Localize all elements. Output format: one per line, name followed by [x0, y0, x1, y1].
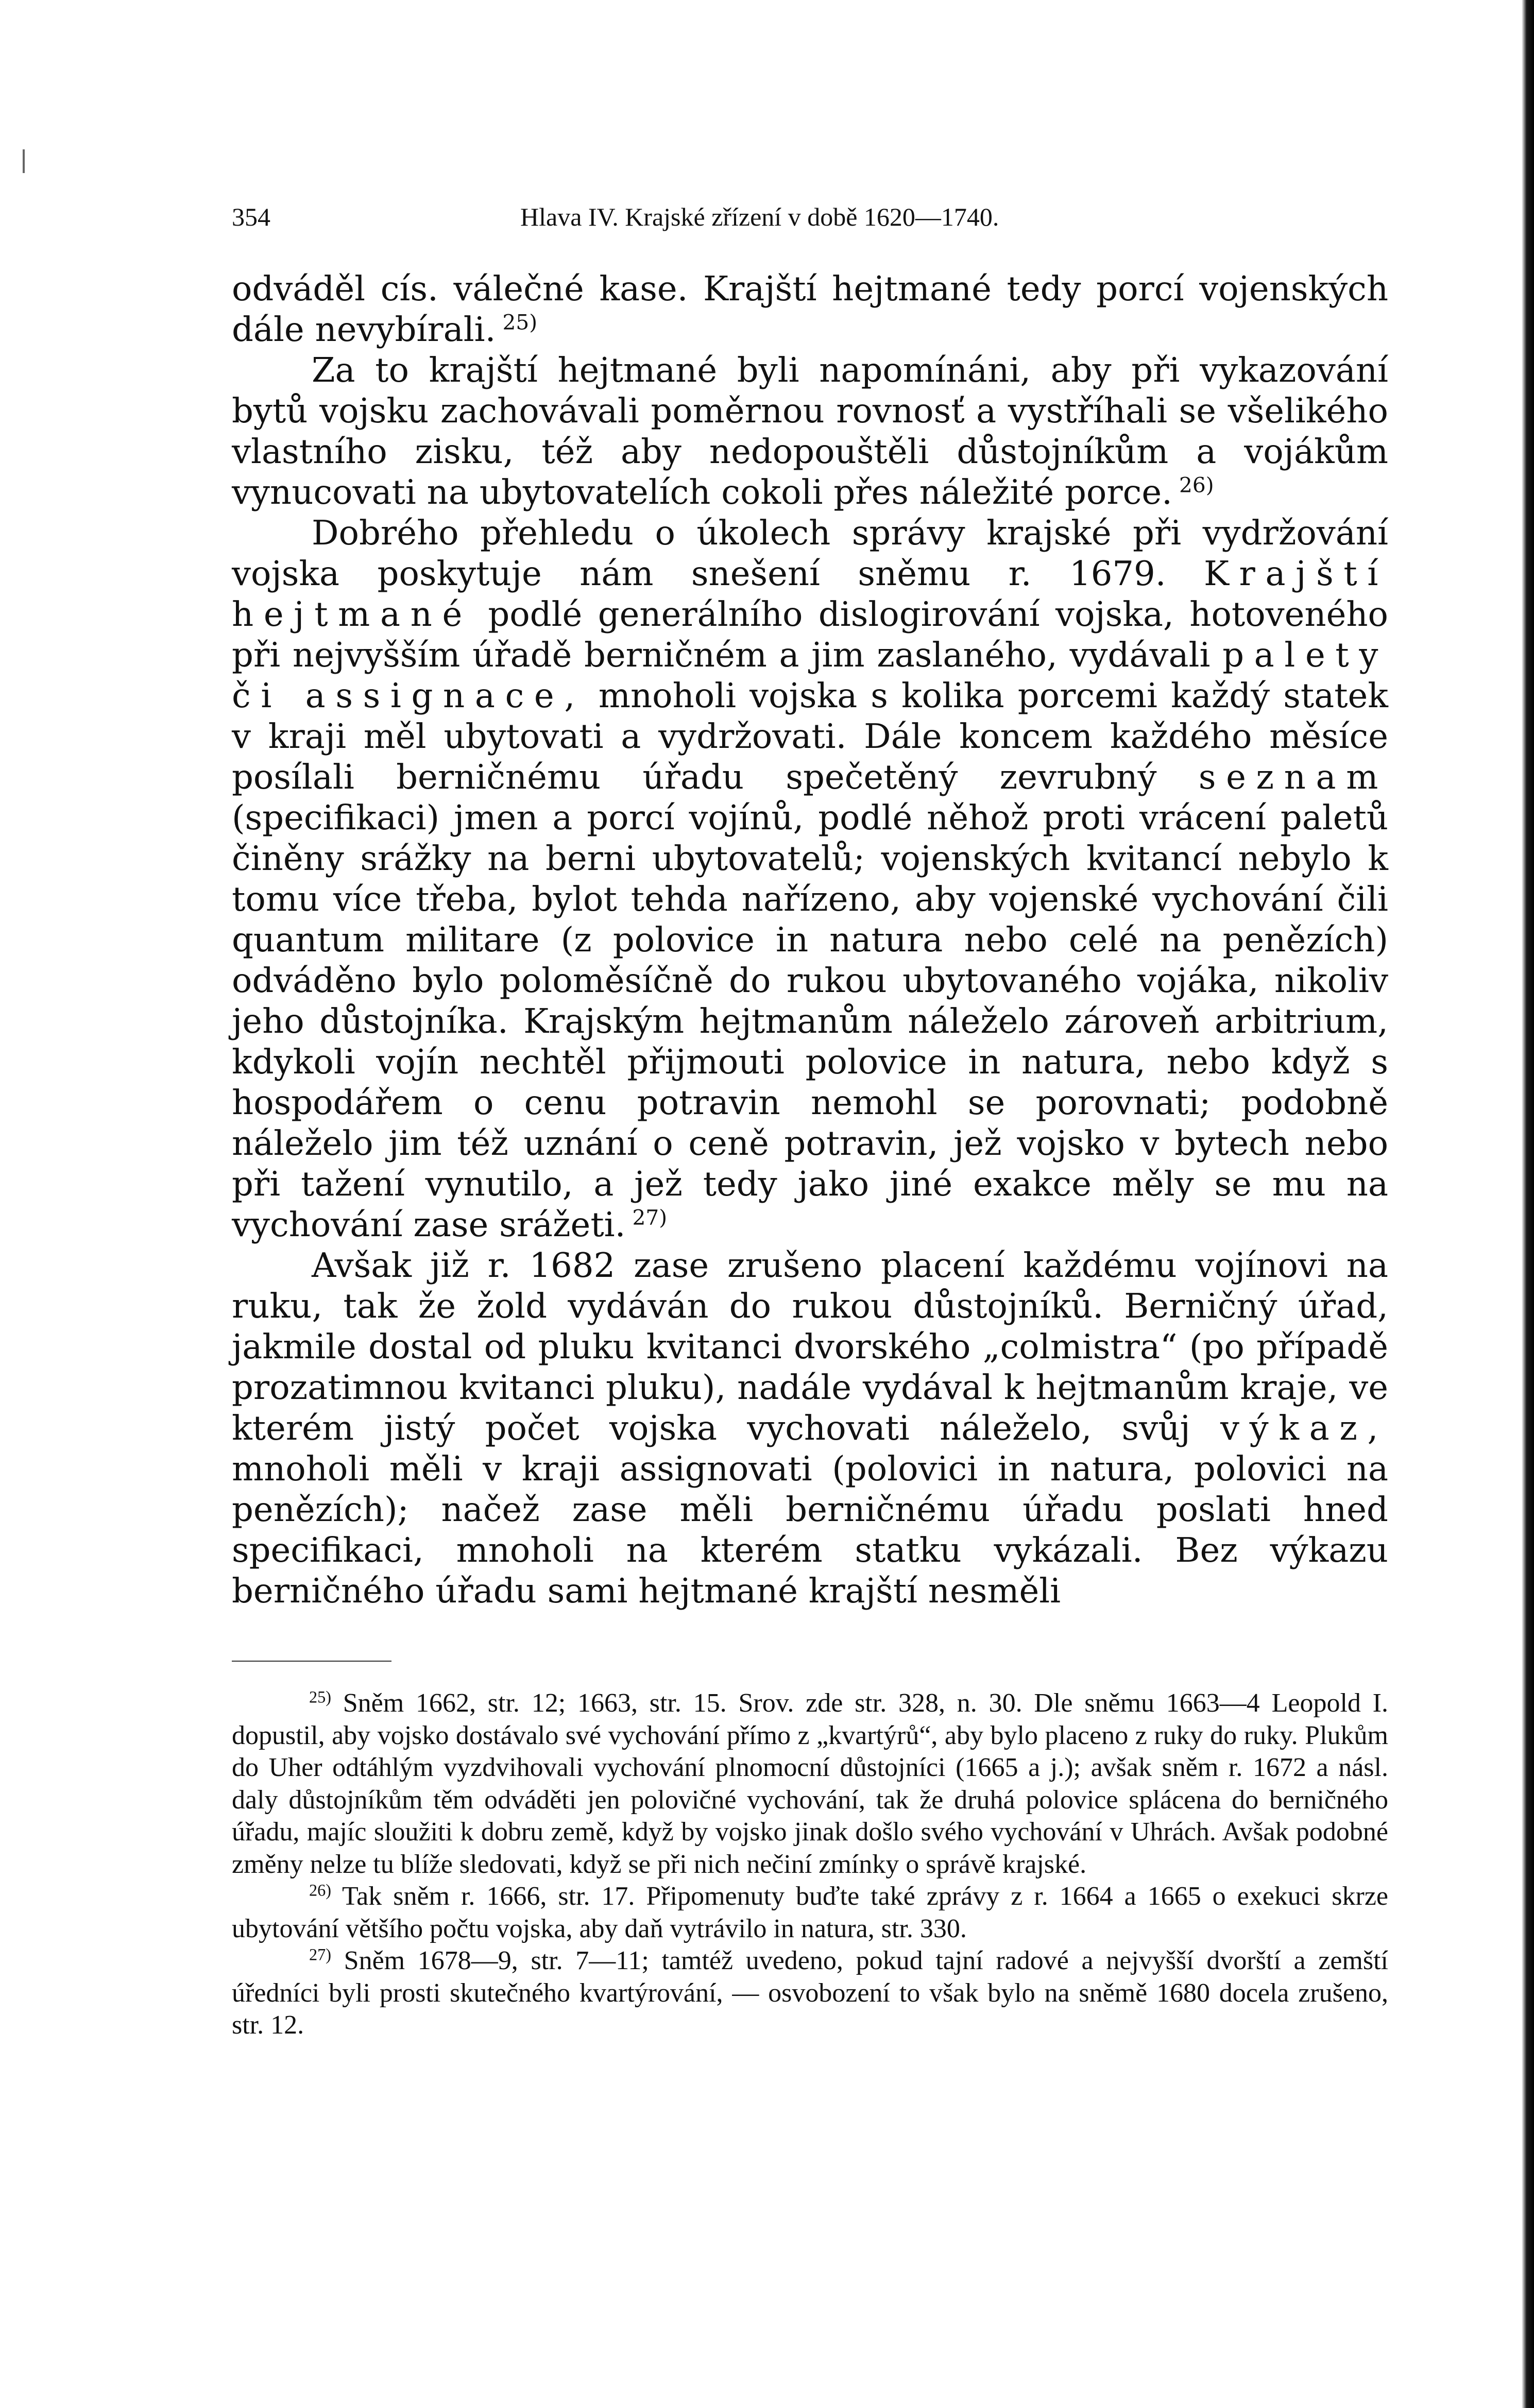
emphasis-spaced: Krajští hejtmané — [232, 554, 1388, 634]
footnote-text: Tak sněm r. 1666, str. 17. Připomenuty buďte také zprávy z r. 1664 a 1665 o exekuci skrze ubytování většího počtu vojska, aby daň vytrávilo in natura, str. 330. — [232, 1882, 1389, 1943]
paragraph-text: podlé generálního dislogirování vojska, hotoveného při nejvyšším úřadě berničném a jim zaslaného, vydávali — [232, 595, 1388, 675]
emphasis-spaced: výkaz, — [1220, 1409, 1388, 1448]
footnote-27 — [232, 1945, 1388, 2042]
paragraph-text: Avšak již r. 1682 zase zrušeno placení každému vojínovi na ruku, tak že žold vydáván do rukou důstojníků. Berničný úřad, jakmile dostal od pluku kvitanci dvorského „colmistra“ (po případě prozatimnou kvitanci pluku), nadále vydával k hejtmanům kraje, ve kterém jistý počet vojska vychovati náleželo, svůj — [232, 1246, 1388, 1448]
running-head — [232, 202, 1388, 238]
footnote-text: Sněm 1662, str. 12; 1663, str. 15. Srov. zde str. 328, n. 30. Dle sněmu 1663—4 Leopold I. dopustil, aby vojsko dostávalo své vychování přímo z „kvartýrů“, aby bylo placeno z ruky do ruky. Plukům do Uher odtáhlým vyzdvihovali vychování plnomocní důstojníci (1665 a j.); avšak sněm r. 1672 a násl. daly důstojníkům těm odváděti jen polovičné vychování, tak že druhá polovice splácena do berničného úřadu, majíc sloužiti k dobru země, když by vojsko jinak došlo svého vychování v Uhrách. Avšak podobné změny nelze tu blíže sledovati, když se při nich nečiní zmínky o správě krajské. — [232, 1688, 1388, 1879]
footnote-ref-26[interactable]: 26) — [1179, 472, 1214, 498]
paragraph-text: Dobrého přehledu o úkolech správy krajské při vydržování vojska poskytuje nám snešení sněmu r. 1679. — [232, 514, 1388, 593]
footnote-ref-25[interactable]: 25) — [502, 310, 538, 335]
footnotes — [232, 1687, 1388, 2042]
paragraph — [232, 1245, 1388, 1612]
page-number: 354 — [232, 202, 270, 231]
book-page — [232, 202, 1388, 2042]
paragraph-text: mnoholi měli v kraji assignovati (polovici in natura, polovici na penězích); načež zase měli berničnému úřadu poslati hned specifikaci, mnoholi na kterém statku vykázali. Bez výkazu berničného úřadu sami hejtmané krajští nesměli — [232, 1449, 1388, 1611]
paragraph — [232, 350, 1388, 513]
paragraph-text: odváděl cís. válečné kase. Krajští hejtmané tedy porcí vojenských dále nevybírali. — [232, 269, 1388, 349]
footnote-ref-27[interactable]: 27) — [632, 1205, 668, 1230]
paragraph-continued — [232, 269, 1388, 350]
paragraph — [232, 513, 1388, 1245]
chapter-title: Hlava IV. Krajské zřízení v době 1620—1740. — [520, 202, 999, 231]
footnote-mark: 27) — [309, 1945, 331, 1964]
emphasis-spaced: palety či assignace, — [232, 636, 1388, 715]
paragraph-text: mnoholi vojska s kolika porcemi každý statek v kraji měl ubytovati a vydržovati. Dále koncem každého měsíce posílali berničnému úřadu spečetěný zevrubný — [232, 676, 1388, 797]
footnote-mark: 25) — [309, 1687, 331, 1706]
footnote-25 — [232, 1687, 1388, 1881]
footnote-mark: 26) — [309, 1881, 331, 1900]
paragraph-text: Za to krajští hejtmané byli napomínáni, aby při vykazování bytů vojsku zachovávali poměrnou rovnosť a vystříhali se všelikého vlastního zisku, též aby nedopouštěli důstojníkům a vojákům vynucovati na ubytovatelích cokoli přes náležité porce. — [232, 351, 1388, 512]
scan-mark — [23, 149, 25, 173]
paragraph-text: (specifikaci) jmen a porcí vojínů, podlé něhož proti vrácení paletů činěny srážky na berni ubytovatelů; vojenských kvitancí nebylo k tomu více třeba, bylot tehda nařízeno, aby vojenské vychování čili quantum militare (z polovice in natura nebo celé na penězích) odváděno bylo poloměsíčně do rukou ubytovaného vojáka, nikoliv jeho důstojníka. Krajským hejtmanům náleželo zároveň arbitrium, kdykoli vojín nechtěl přijmouti polovice in natura, nebo když s hospodářem o cenu potravin nemohl se porovnati; podobně náleželo jim též uznání o ceně potravin, jež vojsko v bytech nebo při tažení vynutilo, a jež tedy jako jiné exakce měly se mu na vychování zase srážeti. — [232, 798, 1388, 1244]
scan-edge-shadow — [1522, 0, 1534, 2408]
footnote-text: Sněm 1678—9, str. 7—11; tamtéž uvedeno, pokud tajní radové a nejvyšší dvorští a zemští úředníci byli prosti skutečného kvartýrování, — osvobození to však bylo na sněmě 1680 docela zrušeno, str. 12. — [232, 1946, 1389, 2040]
body-text — [232, 269, 1388, 1612]
emphasis-spaced: seznam — [1198, 758, 1388, 797]
footnote-divider — [232, 1661, 391, 1662]
footnote-26 — [232, 1881, 1388, 1945]
